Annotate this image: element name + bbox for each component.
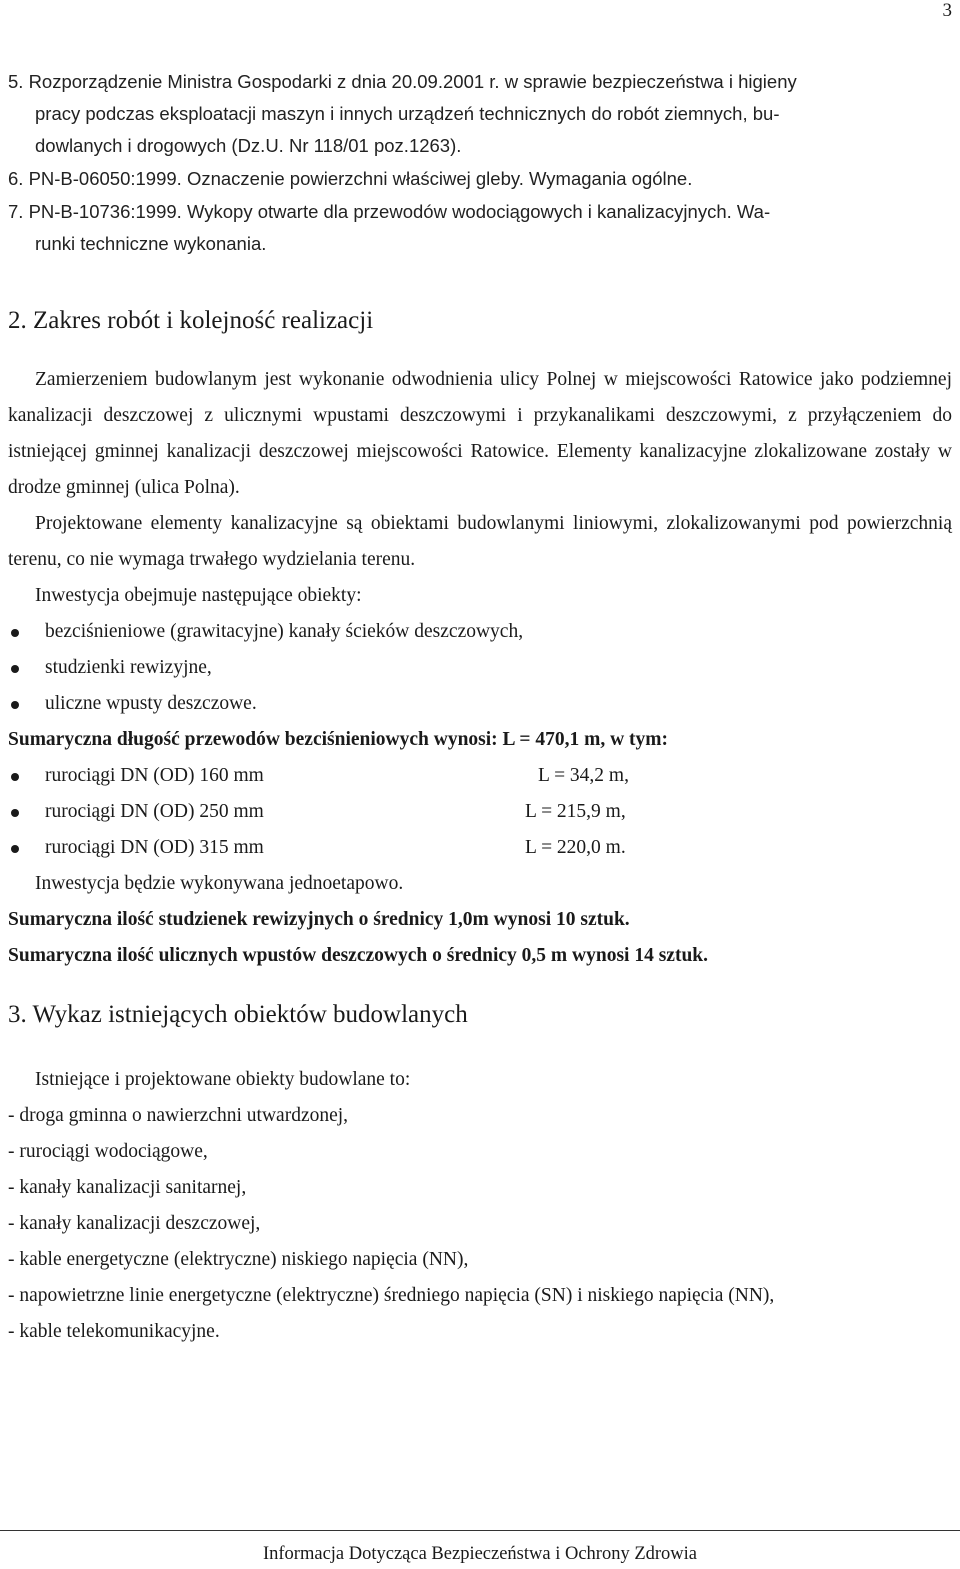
section-2-paragraph-2: Projektowane elementy kanalizacyjne są obiektami budowlanymi liniowymi, zlokalizowanymi pod powierzchnią terenu, co nie wymaga trwałego wydzielania terenu. xyxy=(8,513,952,570)
list-item: - kable energetyczne (elektryczne) niskiego napięcia (NN), xyxy=(8,1249,469,1270)
reference-5-line-1: 5. Rozporządzenie Ministra Gospodarki z dnia 20.09.2001 r. w sprawie bezpieczeństwa i higieny xyxy=(8,71,797,92)
pipes-list xyxy=(8,758,952,866)
reference-5 xyxy=(8,66,952,162)
reference-7-line-1: 7. PN-B-10736:1999. Wykopy otwarte dla przewodów wodociągowych i kanalizacyjnych. Wa- xyxy=(8,201,771,222)
stage-note: Inwestycja będzie wykonywana jednoetapowo. xyxy=(35,873,404,894)
pipe-row xyxy=(8,758,952,794)
list-item: - kanały kanalizacji deszczowej, xyxy=(8,1213,261,1234)
pipe-row xyxy=(8,794,952,830)
bullet-icon xyxy=(11,701,19,709)
list-item: - kable telekomunikacyjne. xyxy=(8,1321,220,1342)
reference-5-line-2: pracy podczas eksploatacji maszyn i innych urządzeń technicznych do robót ziemnych, bu- xyxy=(35,103,780,124)
section-2-paragraph-1: Zamierzeniem budowlanym jest wykonanie odwodnienia ulicy Polnej w miejscowości Ratowice jako podziemnej kanalizacji deszczowej z ulicznymi wpustami deszczowymi i przykanalikami deszczowymi, z przyłączeniem do istniejącej gminnej kanalizacji deszczowej miejscowości Ratowice. Elementy kanalizacyjne zlokalizowane zostały w drodze gminnej (ulica Polna). xyxy=(8,369,952,498)
document-body xyxy=(8,66,952,1350)
reference-7-line-2: runki techniczne wykonania. xyxy=(35,233,267,254)
reference-5-line-3: dowlanych i drogowych (Dz.U. Nr 118/01 poz.1263). xyxy=(35,135,462,156)
bullet-icon xyxy=(11,845,19,853)
list-item: - rurociągi wodociągowe, xyxy=(8,1141,208,1162)
page-number: 3 xyxy=(942,0,952,21)
bullet-icon xyxy=(11,629,19,637)
reference-7 xyxy=(8,196,952,260)
pipe-row xyxy=(8,830,952,866)
bullet-icon xyxy=(11,665,19,673)
list-item: - droga gminna o nawierzchni utwardzonej, xyxy=(8,1105,349,1126)
existing-objects-list xyxy=(8,1098,952,1350)
pipe-length: L = 220,0 m. xyxy=(525,837,626,858)
list-item: - napowietrzne linie energetyczne (elektryczne) średniego napięcia (SN) i niskiego napięcia (NN), xyxy=(8,1285,775,1306)
footer-text: Informacja Dotycząca Bezpieczeństwa i Ochrony Zdrowia xyxy=(262,1544,698,1564)
section-2-heading: 2. Zakres robót i kolejność realizacji xyxy=(8,307,374,334)
section-3-intro: Istniejące i projektowane obiekty budowlane to: xyxy=(35,1069,411,1090)
objects-list xyxy=(8,614,952,722)
list-item: bezciśnieniowe (grawitacyjne) kanały ścieków deszczowych, xyxy=(8,614,952,650)
pipe-label: rurociągi DN (OD) 315 mm xyxy=(45,837,264,858)
pipe-label: rurociągi DN (OD) 250 mm xyxy=(45,801,264,822)
pipe-length: L = 34,2 m, xyxy=(538,765,629,786)
section-2-paragraph-3: Inwestycja obejmuje następujące obiekty: xyxy=(35,585,362,606)
list-item: studzienki rewizyjne, xyxy=(8,650,952,686)
summary-wells: Sumaryczna ilość studzienek rewizyjnych o średnicy 1,0m wynosi 10 sztuk. xyxy=(8,909,630,930)
section-3-heading: 3. Wykaz istniejących obiektów budowlanych xyxy=(8,1001,468,1028)
pipe-label: rurociągi DN (OD) 160 mm xyxy=(45,765,264,786)
list-item: - kanały kanalizacji sanitarnej, xyxy=(8,1177,247,1198)
bullet-icon xyxy=(11,809,19,817)
summary-inlets: Sumaryczna ilość ulicznych wpustów deszczowych o średnicy 0,5 m wynosi 14 sztuk. xyxy=(8,945,709,966)
pipe-length: L = 215,9 m, xyxy=(525,801,626,822)
summary-length: Sumaryczna długość przewodów bezciśnieniowych wynosi: L = 470,1 m, w tym: xyxy=(8,729,669,750)
reference-6: 6. PN-B-06050:1999. Oznaczenie powierzchni właściwej gleby. Wymagania ogólne. xyxy=(8,168,693,189)
footer-divider xyxy=(0,1530,960,1531)
list-item: uliczne wpusty deszczowe. xyxy=(8,686,952,722)
bullet-icon xyxy=(11,773,19,781)
